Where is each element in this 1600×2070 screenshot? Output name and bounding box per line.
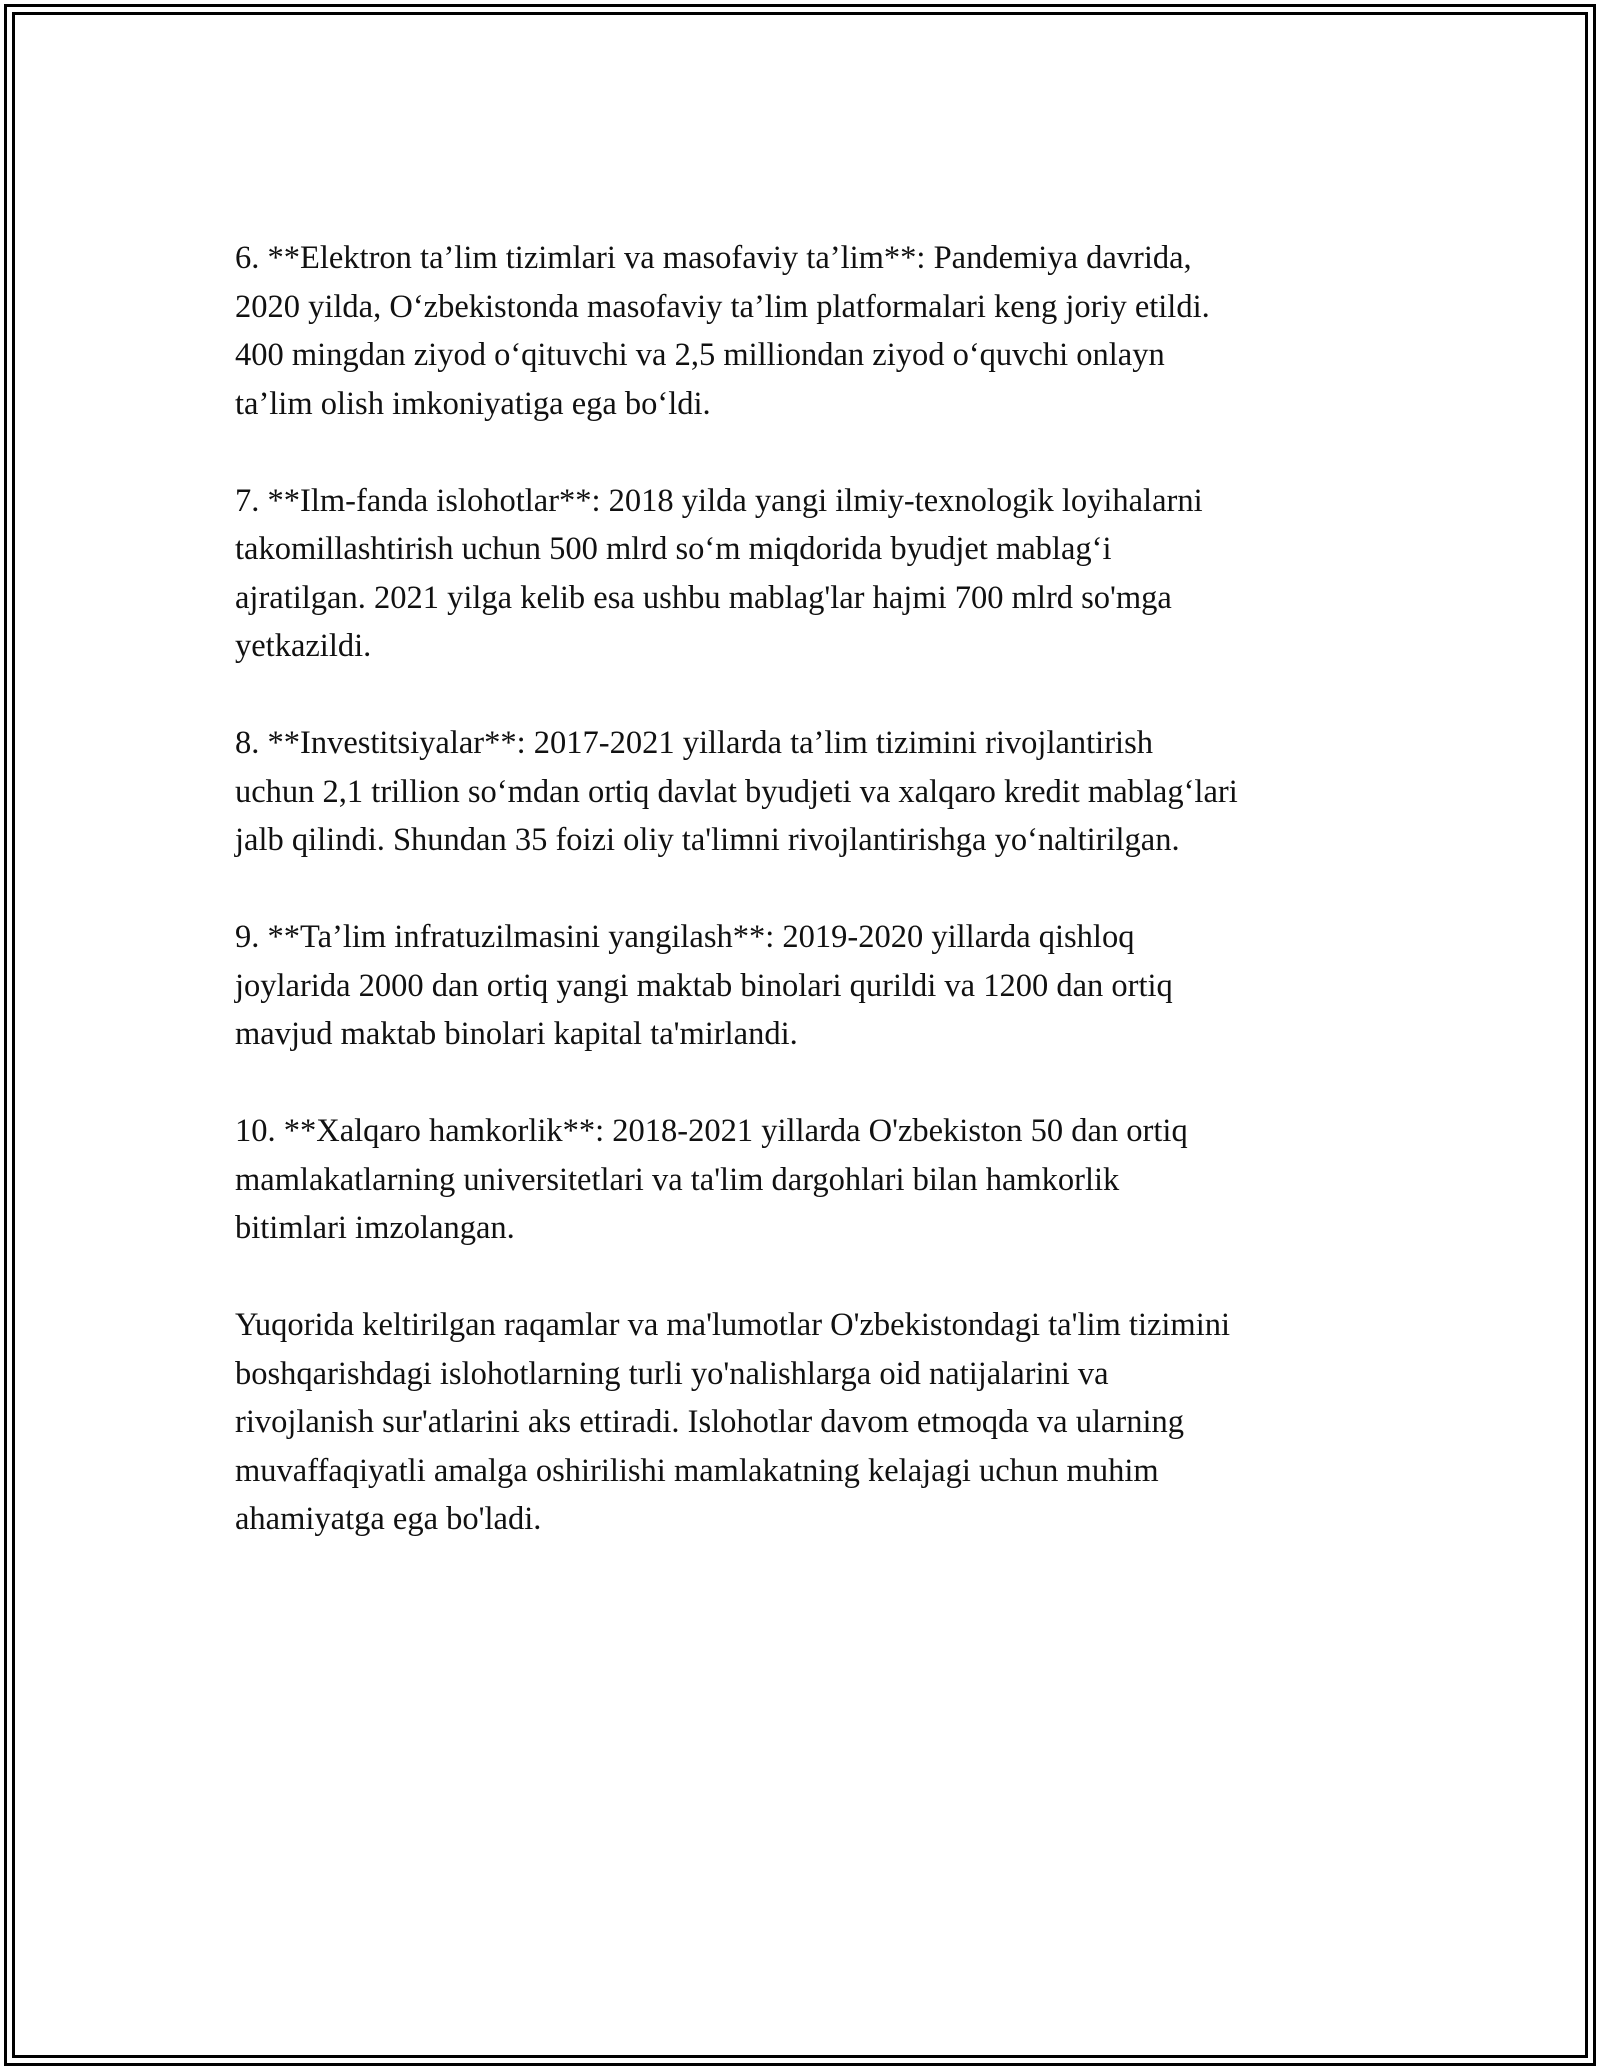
text-line: 10. **Xalqaro hamkorlik**: 2018-2021 yillarda O'zbekiston 50 dan ortiq xyxy=(235,1113,1188,1149)
paragraph-item-10 xyxy=(235,1107,1375,1253)
text-line: Yuqorida keltirilgan raqamlar va ma'lumotlar O'zbekistondagi ta'lim tizimini xyxy=(235,1307,1231,1343)
text-line: jalb qilindi. Shundan 35 foizi oliy ta'limni rivojlantirishga yo‘naltirilgan. xyxy=(235,822,1180,858)
text-line: yetkazildi. xyxy=(235,628,372,664)
text-line: ajratilgan. 2021 yilga kelib esa ushbu mablag'lar hajmi 700 mlrd so'mga xyxy=(235,579,1172,616)
text-line: 8. **Investitsiyalar**: 2017-2021 yillarda ta’lim tizimini rivojlantirish xyxy=(235,725,1153,761)
text-line: 7. **Ilm-fanda islohotlar**: 2018 yilda yangi ilmiy-texnologik loyihalarni xyxy=(235,482,1203,519)
text-line: ahamiyatga ega bo'ladi. xyxy=(235,1501,542,1537)
text-line: muvaffaqiyatli amalga oshirilishi mamlakatning kelajagi uchun muhim xyxy=(235,1452,1159,1489)
text-line: 2020 yilda, O‘zbekistonda masofaviy ta’lim platformalari keng joriy etildi. xyxy=(235,288,1210,325)
paragraph-conclusion xyxy=(235,1301,1375,1544)
text-line: 6. **Elektron ta’lim tizimlari va masofaviy ta’lim**: Pandemiya davrida, xyxy=(235,240,1192,276)
text-line: bitimlari imzolangan. xyxy=(235,1210,515,1246)
paragraph-item-9 xyxy=(235,913,1375,1059)
text-line: mamlakatlarning universitetlari va ta'lim dargohlari bilan hamkorlik xyxy=(235,1161,1120,1198)
paragraph-item-6 xyxy=(235,234,1375,428)
text-line: rivojlanish sur'atlarini aks ettiradi. Islohotlar davom etmoqda va ularning xyxy=(235,1404,1185,1440)
text-line: joylarida 2000 dan ortiq yangi maktab binolari qurildi va 1200 dan ortiq xyxy=(235,967,1173,1004)
text-line: takomillashtirish uchun 500 mlrd so‘m miqdorida byudjet mablag‘i xyxy=(235,531,1112,567)
document-body xyxy=(235,234,1375,1592)
text-line: 400 mingdan ziyod o‘qituvchi va 2,5 milliondan ziyod o‘quvchi onlayn xyxy=(235,337,1165,373)
paragraph-item-8 xyxy=(235,719,1375,865)
text-line: mavjud maktab binolari kapital ta'mirlandi. xyxy=(235,1016,798,1052)
paragraph-item-7 xyxy=(235,477,1375,671)
text-line: boshqarishdagi islohotlarning turli yo'nalishlarga oid natijalarini va xyxy=(235,1355,1109,1392)
text-line: uchun 2,1 trillion so‘mdan ortiq davlat byudjeti va xalqaro kredit mablag‘lari xyxy=(235,773,1238,810)
text-line: ta’lim olish imkoniyatiga ega bo‘ldi. xyxy=(235,385,711,422)
text-line: 9. **Ta’lim infratuzilmasini yangilash**: 2019-2020 yillarda qishloq xyxy=(235,919,1135,955)
